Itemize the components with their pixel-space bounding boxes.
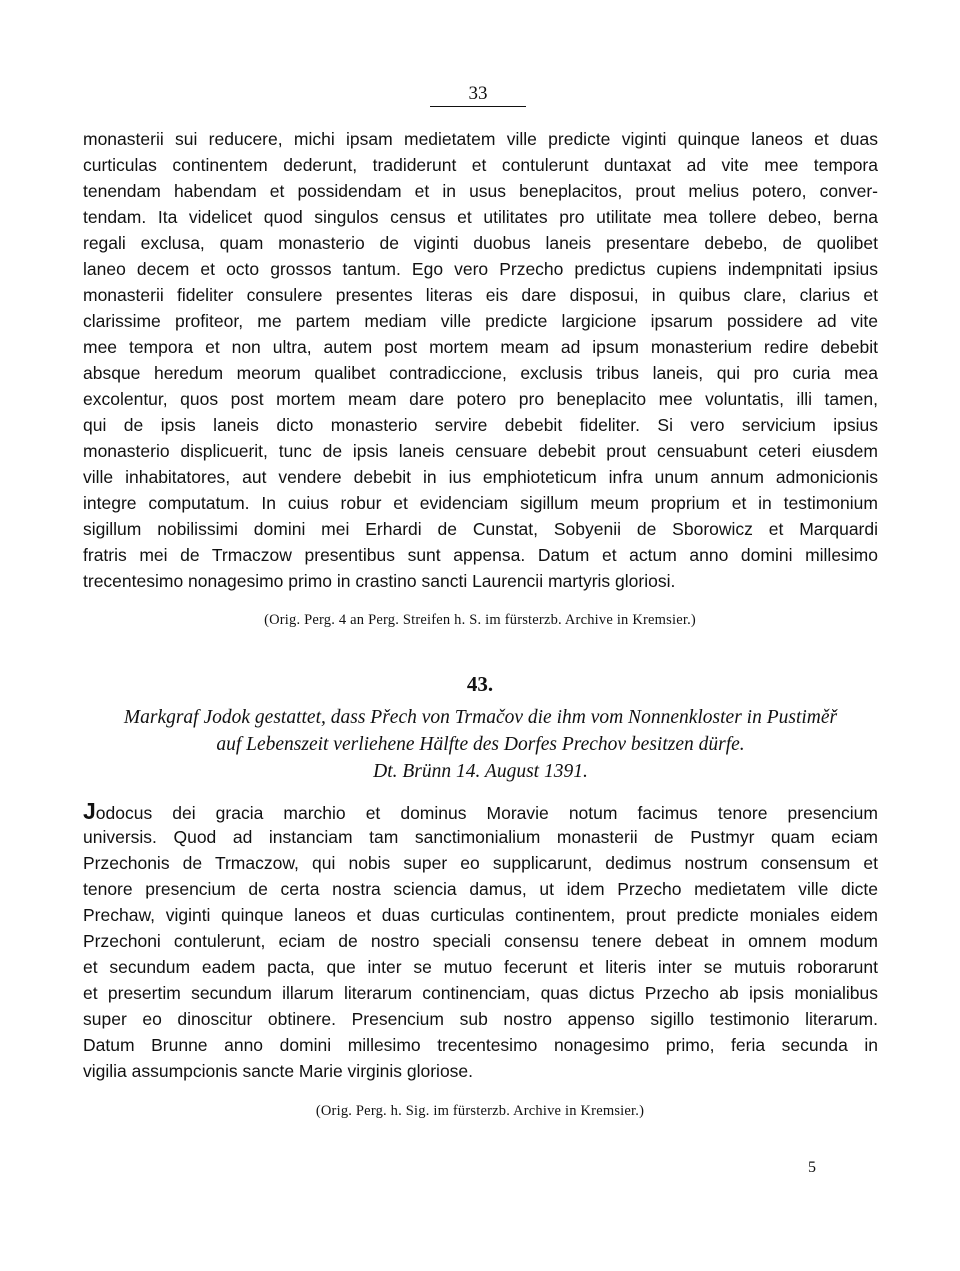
text-line: ville inhabitatores, aut vendere debebit in ius emphioteticum infra unum annum admonicionis bbox=[83, 467, 878, 487]
text-line: tenendam habendam et possidendam et in usus beneplacitos, prout melius potero, conver- bbox=[83, 181, 878, 201]
text-line: et presertim secundum illarum literarum continenciam, quas dictus Przecho ab ipsis monialibus bbox=[83, 983, 878, 1003]
text-line-first bbox=[83, 798, 878, 824]
source-note-42: (Orig. Perg. 4 an Perg. Streifen h. S. im fürsterzb. Archive in Kremsier.) bbox=[264, 612, 696, 628]
text-line: clarissime profiteor, me partem mediam ville predicte largicione ipsarum possidere ad vite bbox=[83, 311, 878, 331]
text-line: tendam. Ita videlicet quod singulos census et utilitates pro utilitate mea tollere debeo, berna bbox=[83, 207, 878, 227]
source-note-43: (Orig. Perg. h. Sig. im fürsterzb. Archive in Kremsier.) bbox=[315, 1103, 645, 1119]
text-line: Przechoni contulerunt, eciam de nostro speciali consensu tenere debeat in omnem modum bbox=[83, 931, 878, 951]
heading-date-line: Dt. Brünn 14. August 1391. bbox=[373, 761, 588, 782]
text-line: monasterii sui reducere, michi ipsam medietatem ville predicte viginti quinque laneos et duas bbox=[83, 129, 878, 149]
text-line: et secundum eadem pacta, que inter se mutuo fecerunt et literis inter se mutuis roborarunt bbox=[83, 957, 878, 977]
sheet-signature: 5 bbox=[808, 1159, 816, 1176]
text-line: trecentesimo nonagesimo primo in crastino sancti Laurencii martyris gloriosi. bbox=[83, 571, 676, 591]
document-43-text bbox=[83, 798, 878, 1084]
page-number-rule bbox=[430, 106, 526, 107]
text-line: vigilia assumpcionis sancte Marie virginis gloriose. bbox=[83, 1061, 474, 1081]
text-line: Prechaw, viginti quinque laneos et duas curticulas continentem, prout predicte moniales eidem bbox=[83, 905, 878, 925]
initial-letter: J bbox=[83, 798, 96, 824]
text-line: qui de ipsis laneis dicto monasterio servire debebit fideliter. Si vero servicium ipsius bbox=[83, 415, 878, 435]
text-line: fratris mei de Trmaczow presentibus sunt appensa. Datum et actum anno domini millesimo bbox=[83, 545, 878, 565]
heading-line-1: Markgraf Jodok gestattet, dass Přech von Trmačov die ihm vom Nonnenkloster in Pustiměř bbox=[123, 707, 838, 728]
text-line: Datum Brunne anno domini millesimo trecentesimo nonagesimo primo, feria secunda in bbox=[83, 1035, 878, 1055]
text-line: integre computatum. In cuius robur et evidenciam sigillum meum proprium et in testimonium bbox=[83, 493, 878, 513]
heading-line-2: auf Lebenszeit verliehene Hälfte des Dorfes Prechov besitzen dürfe. bbox=[216, 734, 745, 755]
text-line: super eo dinoscitur obtinere. Presencium sub nostro appenso sigillo testimonio literarum. bbox=[83, 1009, 878, 1029]
text-line: universis. Quod ad instanciam tam sanctimonialium monasterii de Pustmyr quam eciam bbox=[83, 827, 878, 847]
document-42-text bbox=[83, 126, 878, 594]
text-line: mee tempora et non ultra, autem post mortem meam ad ipsum monasterium redire debebit bbox=[83, 337, 878, 357]
text-line: regali exclusa, quam monasterio de viginti duobus laneis presentare debebo, de quolibet bbox=[83, 233, 878, 253]
text-line: laneo decem et octo grossos tantum. Ego vero Przecho predictus cupiens indempnitati ipsius bbox=[83, 259, 878, 279]
text-line: excolentur, quos post mortem meam dare potero pro beneplacito mee voluntatis, illi tamen, bbox=[83, 389, 878, 409]
text-line: tenore presencium de certa nostra sciencia damus, ut idem Przecho medietatem ville dicte bbox=[83, 879, 878, 899]
first-line-text: odocus dei gracia marchio et dominus Moravie notum facimus tenore presencium bbox=[95, 803, 878, 823]
text-line: absque heredum meorum qualibet contradiccione, exclusis tribus laneis, qui pro curia mea bbox=[83, 363, 878, 383]
document-number: 43. bbox=[466, 672, 494, 696]
text-line: Przechonis de Trmaczow, qui nobis super eo supplicarunt, dedimus nostrum consensum et bbox=[83, 853, 878, 873]
text-line: monasterio displicuerit, tunc de ipsis laneis censuare debebit prout censuabunt ceteri eiusdem bbox=[83, 441, 878, 461]
page-number: 33 bbox=[468, 83, 488, 104]
text-line: sigillum nobilissimi domini mei Erhardi de Cunstat, Sobyenii de Sborowicz et Marquardi bbox=[83, 519, 878, 539]
text-line: curticulas continentem dederunt, tradiderunt et contulerunt duntaxat ad vite mee tempora bbox=[83, 155, 878, 175]
text-line: monasterii fideliter consulere presentes literas eis dare disposui, in quibus clare, clarius et bbox=[83, 285, 878, 305]
